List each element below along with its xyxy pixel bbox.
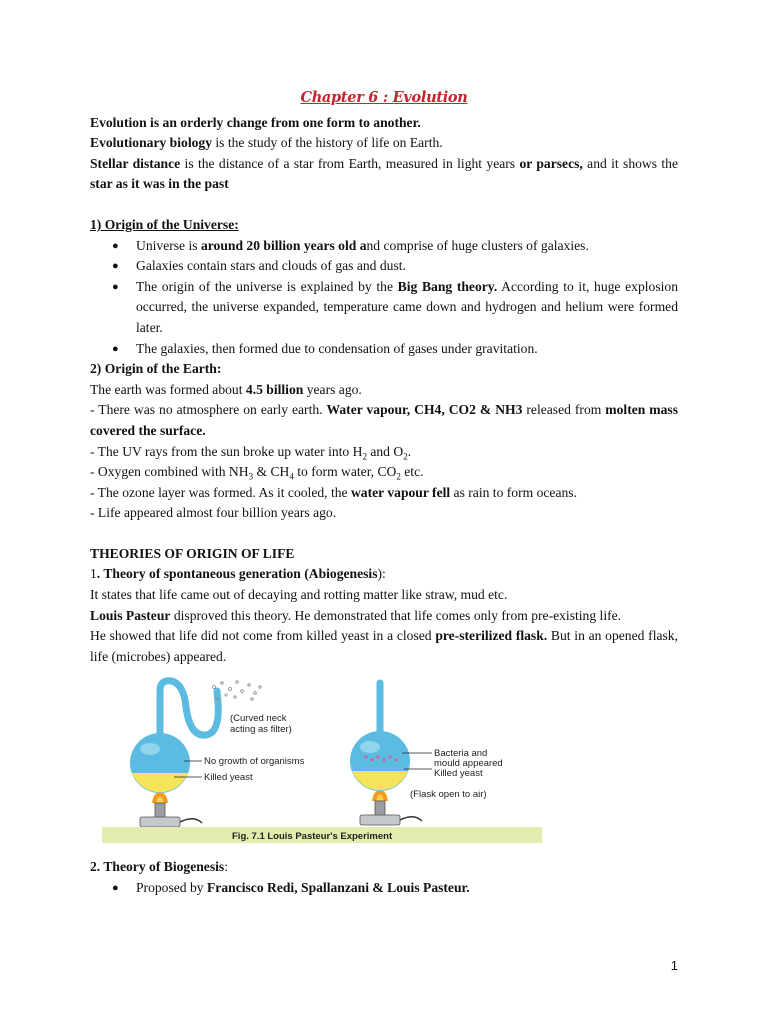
liquid-left — [132, 773, 188, 792]
label-killed-yeast-left: Killed yeast — [204, 772, 253, 784]
intro-line-2: Evolutionary biology is the study of the history of life on Earth. — [90, 135, 443, 151]
list-item: ● The galaxies, then formed due to condensation of gases under gravitation. — [112, 340, 538, 356]
list-item: ● Galaxies contain stars and clouds of gas and dust. — [112, 258, 406, 274]
chapter-title: Chapter 6 : Evolution — [300, 89, 468, 106]
label-curved-neck-2: acting as filter) — [230, 724, 292, 736]
figure-caption: Fig. 7.1 Louis Pasteur's Experiment — [232, 831, 393, 843]
liquid-right — [352, 771, 408, 790]
theory-1-heading: 1. Theory of spontaneous generation (Abiogenesis): — [90, 566, 386, 582]
theory-2-heading: 2. Theory of Biogenesis: — [90, 859, 228, 875]
section-heading-universe: 1) Origin of the Universe: — [90, 216, 239, 232]
pasteur-experiment-figure — [102, 677, 542, 843]
label-curved-neck-1: (Curved neck — [230, 713, 287, 725]
earth-line-6: - Life appeared almost four billion years ago. — [90, 505, 337, 521]
earth-line-1: The earth was formed about 4.5 billion years ago. — [90, 381, 362, 397]
biogenesis-bullet-list — [90, 878, 678, 899]
intro-line-1: Evolution is an orderly change from one form to another. — [90, 114, 421, 130]
section-heading-earth: 2) Origin of the Earth: — [90, 361, 222, 377]
theory-1-para-2: Louis Pasteur disproved this theory. He demonstrated that life comes only from pre-existing life. — [90, 607, 622, 623]
earth-line-3: - The UV rays from the sun broke up water into $H_2$ and $O_2$. — [90, 443, 412, 462]
page-number: 1 — [670, 958, 678, 973]
theory-1-para-3: He showed that life did not come from killed yeast in a closed pre-sterilized flask. But in an opened flask, life (microbes) appeared. — [90, 628, 678, 664]
label-killed-yeast-right: Killed yeast — [434, 768, 483, 780]
label-bacteria-1: Bacteria and — [434, 748, 488, 760]
universe-bullet-list — [90, 236, 678, 360]
list-item: ● The origin of the universe is explained by the Big Bang theory. According to it, huge explosion occurred, the universe expanded, temperature came down and hydrogen and helium were formed later. — [112, 278, 678, 335]
label-bacteria-2: mould appeared — [434, 758, 503, 770]
left-flask-setup — [130, 681, 305, 827]
earth-line-4: - Oxygen combined with $NH_3$ & $CH_4$ to form water, $CO_2$ etc. — [90, 464, 424, 482]
right-flask-setup — [350, 683, 503, 825]
theory-1-para-1: It states that life came out of decaying and rotting matter like straw, mud etc. — [90, 587, 508, 603]
earth-line-5: - The ozone layer was formed. As it cooled, the water vapour fell as rain to form oceans. — [90, 484, 577, 500]
intro-line-3: Stellar distance is the distance of a star from Earth, measured in light years or parsecs, and it shows the star as it was in the past — [90, 155, 678, 192]
earth-line-2: - There was no atmosphere on early earth. Water vapour, CH4, CO2 & NH3 released from molten mass covered the surface. — [90, 402, 678, 438]
theories-heading: THEORIES OF ORIGIN OF LIFE — [90, 545, 295, 561]
document-page — [90, 88, 678, 899]
list-item: ● Universe is around 20 billion years old and comprise of huge clusters of galaxies. — [112, 237, 589, 253]
burner-right — [360, 815, 400, 825]
list-item: ● Proposed by Francisco Redi, Spallanzani & Louis Pasteur. — [112, 880, 470, 896]
flask-diagram — [102, 677, 542, 843]
burner-left — [140, 817, 180, 827]
label-flask-open: (Flask open to air) — [410, 789, 487, 801]
label-no-growth: No growth of organisms — [204, 756, 305, 768]
